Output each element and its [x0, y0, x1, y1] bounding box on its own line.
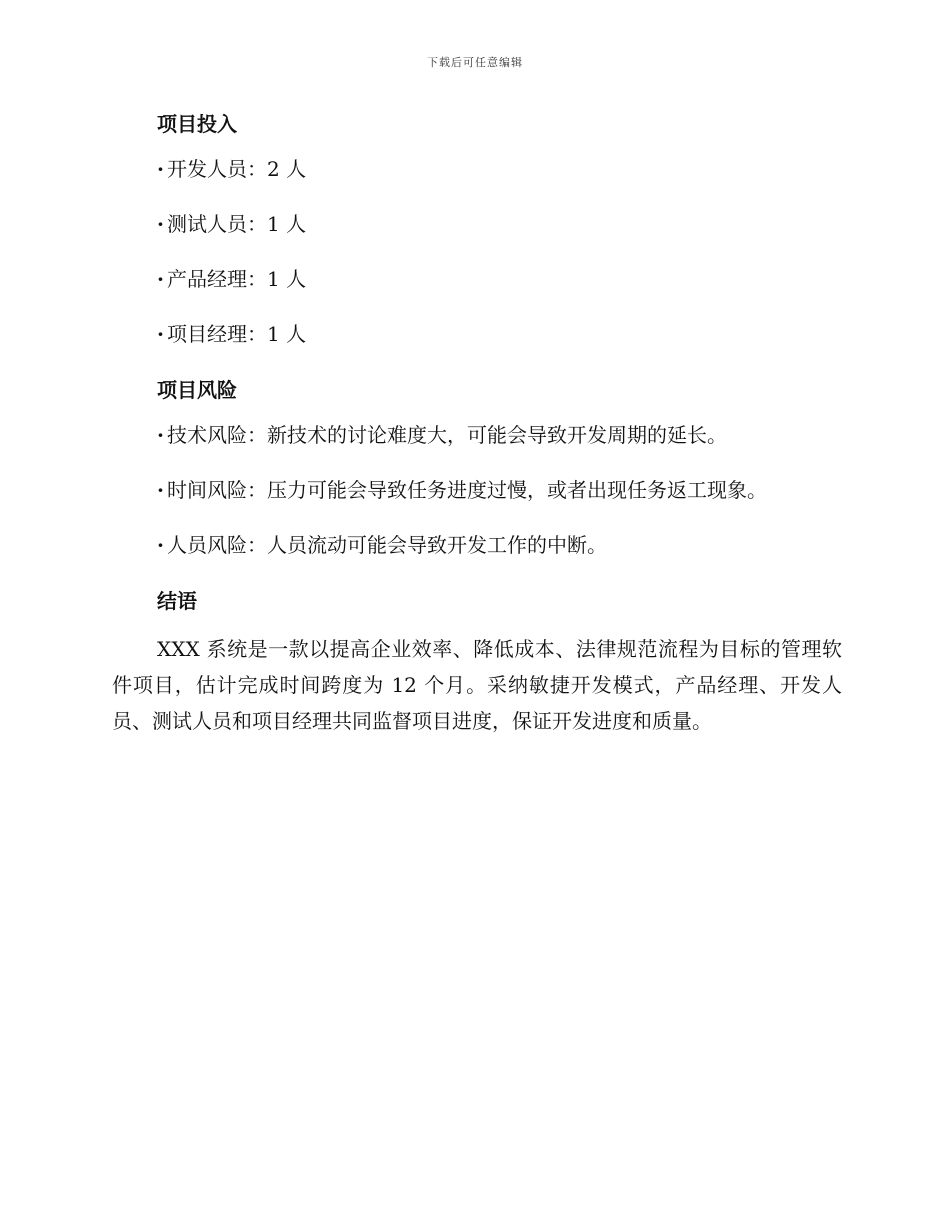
bullet-icon: · [157, 322, 164, 346]
section-heading-investment: 项目投入 [157, 112, 237, 136]
list-item [157, 463, 842, 518]
list-item [157, 307, 842, 362]
list-item-text: 时间风险：压力可能会导致任务进度过慢，或者出现任务返工现象。 [167, 478, 767, 502]
conclusion-paragraph: XXX 系统是一款以提高企业效率、降低成本、法律规范流程为目标的管理软件项目，估计完成时间跨度为 12 个月。采纳敏捷开发模式，产品经理、开发人员、测试人员和项目经理共同监督项目进度，保证开发进度和质量。 [112, 637, 842, 733]
list-item-text: 开发人员：2 人 [167, 157, 307, 181]
list-item [157, 518, 842, 573]
list-item [157, 142, 842, 197]
list-item-text: 技术风险：新技术的讨论难度大，可能会导致开发周期的延长。 [167, 423, 727, 447]
list-item [157, 252, 842, 307]
list-item-text: 产品经理：1 人 [167, 267, 307, 291]
risk-list [112, 408, 842, 573]
list-item [157, 197, 842, 252]
document-body [112, 106, 842, 739]
investment-list [112, 142, 842, 362]
list-item-text: 项目经理：1 人 [167, 322, 307, 346]
bullet-icon: · [157, 478, 164, 502]
section-heading-conclusion: 结语 [157, 589, 197, 613]
bullet-icon: · [157, 267, 164, 291]
bullet-icon: · [157, 533, 164, 557]
list-item-text: 人员风险：人员流动可能会导致开发工作的中断。 [167, 533, 607, 557]
bullet-icon: · [157, 212, 164, 236]
bullet-icon: · [157, 423, 164, 447]
page-header: 下载后可任意编辑 [427, 56, 523, 69]
bullet-icon: · [157, 157, 164, 181]
list-item-text: 测试人员：1 人 [167, 212, 307, 236]
list-item [157, 408, 842, 463]
section-heading-risk: 项目风险 [157, 378, 237, 402]
